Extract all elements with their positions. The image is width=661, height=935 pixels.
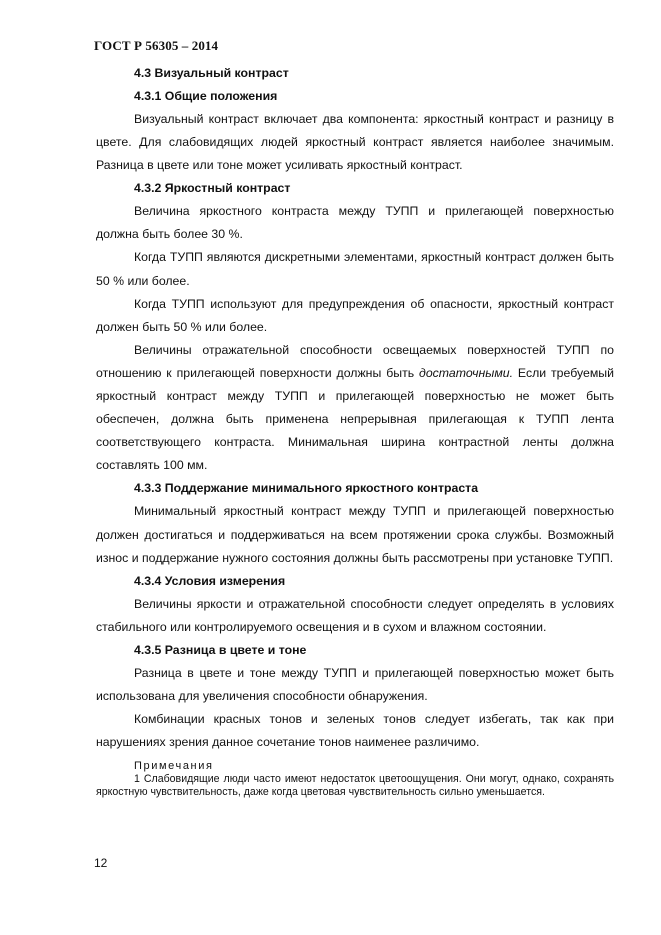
section-heading-4-3-1: 4.3.1 Общие положения: [134, 89, 278, 103]
section-heading-4-3-3: 4.3.3 Поддержание минимального яркостного контраста: [134, 481, 479, 496]
section-heading-4-3-4: 4.3.4 Условия измерения: [134, 573, 286, 588]
note-1: 1 Слабовидящие люди часто имеют недостаток цветоощущения. Они могут, однако, сохранять яркостную чувствительность, даже когда цветовая чувствительность сильно уменьшается.: [96, 773, 614, 799]
section-heading-4-3-2: 4.3.2 Яркостный контраст: [134, 181, 291, 196]
document-header: ГОСТ Р 56305 – 2014: [94, 38, 219, 53]
document-body: [96, 62, 614, 799]
emphasized-word: достаточными.: [419, 365, 514, 380]
paragraph: Величина яркостного контраста между ТУПП и прилегающей поверхностью должна быть более 30 %.: [96, 204, 614, 242]
paragraph: Разница в цвете и тоне между ТУПП и прилегающей поверхностью может быть использована для увеличения способности обнаружения.: [96, 665, 614, 703]
section-heading-4-3: 4.3 Визуальный контраст: [134, 66, 289, 80]
paragraph: [96, 339, 614, 478]
paragraph-text: Величины отражательной способности освещаемых поверхностей ТУПП по отношению к прилегающей поверхности должны быть: [96, 342, 614, 380]
notes-title: Примечания: [134, 760, 214, 773]
paragraph: Когда ТУПП являются дискретными элементами, яркостный контраст должен быть 50 % или более.: [96, 250, 614, 288]
paragraph: Минимальный яркостный контраст между ТУПП и прилегающей поверхностью должен достигаться и поддерживаться на всем протяжении срока службы. Возможный износ и поддержание нужного состояния должны быть рассмотрены при установке ТУПП.: [96, 504, 614, 565]
paragraph-text: Если требуемый яркостный контраст между ТУПП и прилегающей поверхностью не может быть обеспечен, должна быть применена непрерывная прилегающая к ТУПП лента соответствующего контраста. Минимальная ширина контрастной ленты должна составлять 100 мм.: [96, 365, 614, 473]
paragraph: Визуальный контраст включает два компонента: яркостный контраст и разницу в цвете. Для слабовидящих людей яркостный контраст является наиболее значимым. Разница в цвете или тоне может усиливать яркостный контраст.: [96, 112, 614, 173]
section-heading-4-3-5: 4.3.5 Разница в цвете и тоне: [134, 642, 307, 657]
paragraph: Когда ТУПП используют для предупреждения об опасности, яркостный контраст должен быть 50 % или более.: [96, 296, 614, 334]
paragraph: Величины яркости и отражательной способности следует определять в условиях стабильного или контролируемого освещения и в сухом и влажном состоянии.: [96, 596, 614, 634]
paragraph: Комбинации красных тонов и зеленых тонов следует избегать, так как при нарушениях зрения данное сочетание тонов наименее различимо.: [96, 712, 614, 750]
page-number: 12: [94, 856, 108, 870]
